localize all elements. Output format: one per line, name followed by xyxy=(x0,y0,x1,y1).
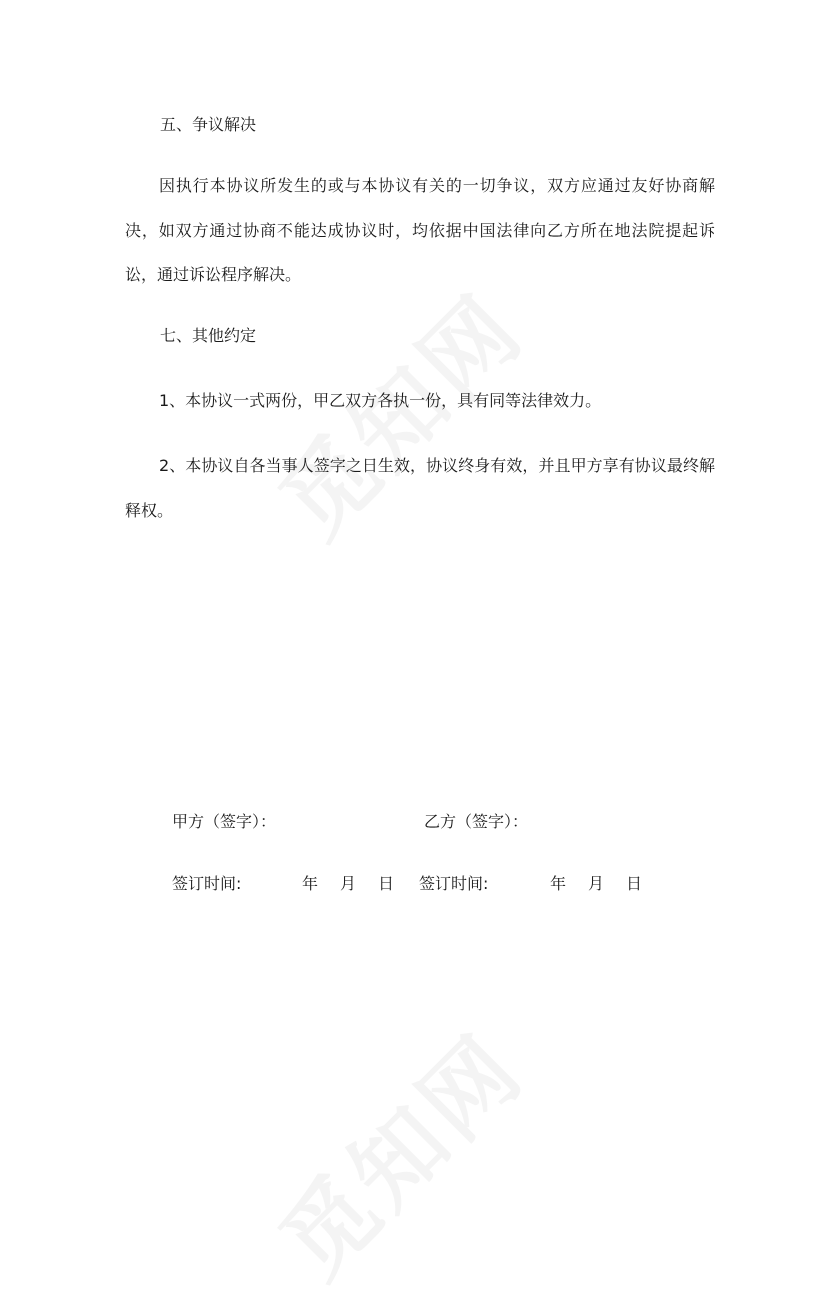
section-7-item-1: 1、本协议一式两份，甲乙双方各执一份，具有同等法律效力。 xyxy=(159,391,602,410)
party-b-date-day: 日 xyxy=(626,874,643,893)
section-7-heading: 七、其他约定 xyxy=(160,326,257,345)
party-b-signature-label: 乙方（签字）： xyxy=(424,812,529,831)
party-a-signature-label: 甲方（签字）： xyxy=(172,812,277,831)
section-5-paragraph: 因执行本协议所发生的或与本协议有关的一切争议，双方应通过友好协商解决，如双方通过协商不能达成协议时，均依据中国法律向乙方所在地法院提起诉讼，通过诉讼程序解决。 xyxy=(125,176,715,284)
party-b-date-year: 年 xyxy=(550,874,567,893)
section-7-item-2: 2、本协议自各当事人签字之日生效，协议终身有效，并且甲方享有协议最终解释权。 xyxy=(125,456,715,520)
party-a-date-day: 日 xyxy=(378,874,395,893)
party-b-date-month: 月 xyxy=(588,874,605,893)
party-a-date-label: 签订时间: xyxy=(172,874,242,893)
section-5-heading: 五、争议解决 xyxy=(160,115,257,134)
party-a-date-year: 年 xyxy=(302,874,319,893)
party-a-date-month: 月 xyxy=(340,874,357,893)
watermark xyxy=(246,1000,547,1301)
party-b-date-label: 签订时间: xyxy=(419,874,489,893)
